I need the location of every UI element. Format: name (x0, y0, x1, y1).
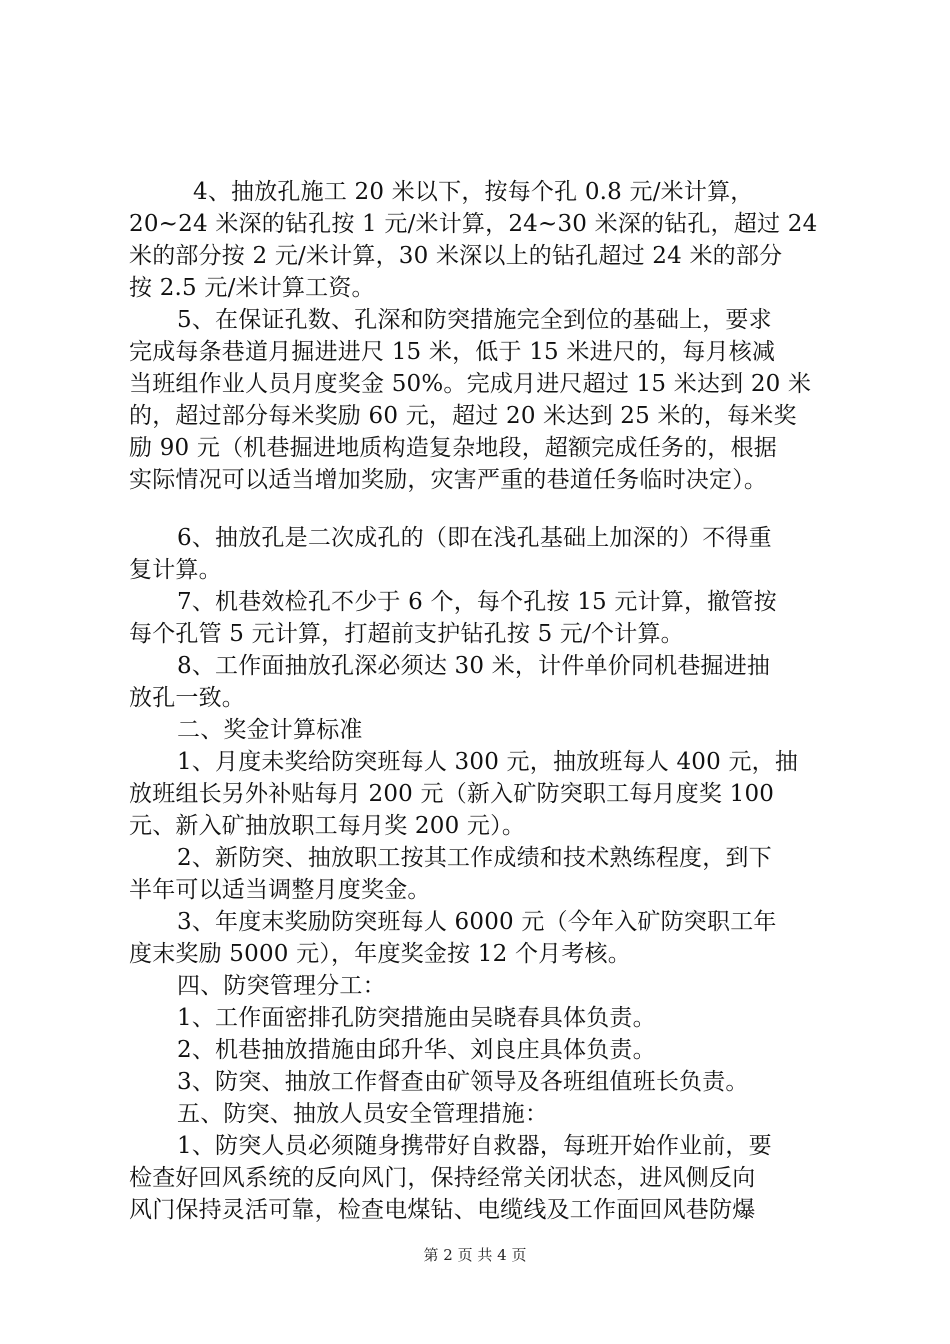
paragraph-item-5-line-6: 实际情况可以适当增加奖励，灾害严重的巷道任务临时决定）。 (129, 467, 768, 493)
management-item-2: 2、机巷抽放措施由邱升华、刘良庄具体负责。 (177, 1037, 656, 1063)
bonus-item-1-line-2: 放班组长另外补贴每月 200 元（新入矿防突职工每月度奖 100 (129, 781, 775, 807)
paragraph-item-6-line-1: 6、抽放孔是二次成孔的（即在浅孔基础上加深的）不得重 (177, 525, 772, 551)
safety-item-1-line-3: 风门保持灵活可靠，检查电煤钻、电缆线及工作面回风巷防爆 (129, 1197, 756, 1223)
bonus-item-3-line-1: 3、年度末奖励防突班每人 6000 元（今年入矿防突职工年 (177, 909, 777, 935)
paragraph-item-4-line-4: 按 2.5 元/米计算工资。 (129, 275, 375, 301)
paragraph-item-7-line-1: 7、机巷效检孔不少于 6 个，每个孔按 15 元计算，撤管按 (177, 589, 777, 615)
paragraph-item-7-line-2: 每个孔管 5 元计算，打超前支护钻孔按 5 元/个计算。 (129, 621, 684, 647)
paragraph-item-5-line-2: 完成每条巷道月掘进进尺 15 米，低于 15 米进尺的，每月核减 (129, 339, 776, 365)
document-body (129, 176, 842, 1226)
bonus-item-3-line-2: 度末奖励 5000 元），年度奖金按 12 个月考核。 (129, 941, 631, 967)
management-item-1: 1、工作面密排孔防突措施由吴晓春具体负责。 (177, 1005, 656, 1031)
paragraph-item-5-line-4: 的，超过部分每米奖励 60 元，超过 20 米达到 25 米的，每米奖 (129, 403, 797, 429)
safety-item-1-line-1: 1、防突人员必须随身携带好自救器，每班开始作业前，要 (177, 1133, 772, 1159)
bonus-item-1-line-3: 元、新入矿抽放职工每月奖 200 元）。 (129, 813, 526, 839)
paragraph-item-6-line-2: 复计算。 (129, 557, 222, 583)
paragraph-item-5-line-5: 励 90 元（机巷掘进地质构造复杂地段，超额完成任务的，根据 (129, 435, 777, 461)
paragraph-item-4-line-1: 4、抽放孔施工 20 米以下，按每个孔 0.8 元/米计算， (193, 179, 754, 205)
page-number-footer: 第 2 页 共 4 页 (423, 1246, 527, 1264)
paragraph-item-8-line-1: 8、工作面抽放孔深必须达 30 米，计件单价同机巷掘进抽 (177, 653, 771, 679)
bonus-item-1-line-1: 1、月度未奖给防突班每人 300 元，抽放班每人 400 元，抽 (177, 749, 799, 775)
bonus-item-2-line-2: 半年可以适当调整月度奖金。 (129, 877, 431, 903)
paragraph-item-4-line-3: 米的部分按 2 元/米计算，30 米深以上的钻孔超过 24 米的部分 (129, 243, 783, 269)
management-item-3: 3、防突、抽放工作督查由矿领导及各班组值班长负责。 (177, 1069, 749, 1095)
paragraph-spacer (129, 496, 842, 522)
paragraph-item-8-line-2: 放孔一致。 (129, 685, 245, 711)
paragraph-item-5-line-3: 当班组作业人员月度奖金 50%。完成月进尺超过 15 米达到 20 米 (129, 371, 812, 397)
bonus-item-2-line-1: 2、新防突、抽放职工按其工作成绩和技术熟练程度，到下 (177, 845, 772, 871)
paragraph-item-4-line-2: 20~24 米深的钻孔按 1 元/米计算，24~30 米深的钻孔，超过 24 (129, 211, 818, 237)
section-heading-management-division: 四、防突管理分工： (177, 973, 386, 999)
section-heading-safety-measures: 五、防突、抽放人员安全管理措施： (177, 1101, 549, 1127)
safety-item-1-line-2: 检查好回风系统的反向风门，保持经常关闭状态，进风侧反向 (129, 1165, 756, 1191)
section-heading-bonus-standard: 二、奖金计算标准 (177, 717, 363, 743)
paragraph-item-5-line-1: 5、在保证孔数、孔深和防突措施完全到位的基础上，要求 (177, 307, 772, 333)
